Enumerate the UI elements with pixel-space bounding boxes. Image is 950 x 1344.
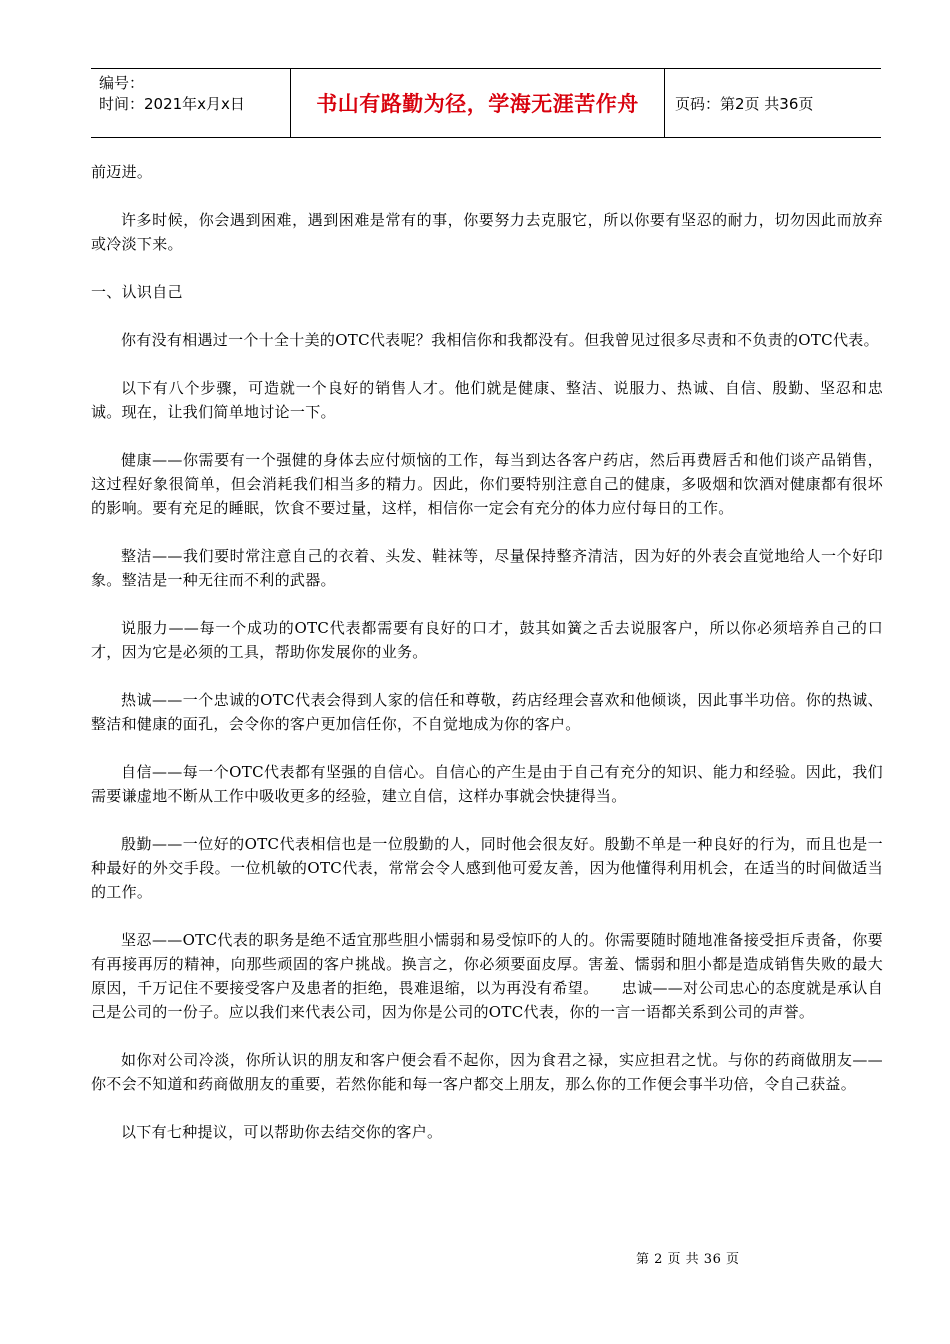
header-motto: 书山有路勤为径，学海无涯苦作舟: [291, 69, 665, 137]
paragraph: 如你对公司冷淡，你所认识的朋友和客户便会看不起你，因为食君之禄，实应担君之忧。与你的药商做朋友——你不会不知道和药商做朋友的重要，若然你能和每一客户都交上朋友，那么你的工作便会事半功倍，令自己获益。: [91, 1051, 883, 1093]
paragraph: 你有没有相遇过一个十全十美的OTC代表呢？我相信你和我都没有。但我曾见过很多尽责和不负责的OTC代表。: [121, 331, 879, 349]
paragraph: 说服力——每一个成功的OTC代表都需要有良好的口才，鼓其如簧之舌去说服客户，所以你必须培养自己的口才，因为它是必须的工具，帮助你发展你的业务。: [91, 619, 883, 661]
paragraph: 以下有七种提议，可以帮助你去结交你的客户。: [121, 1123, 443, 1141]
paragraph: 热诚——一个忠诚的OTC代表会得到人家的信任和尊敬，药店经理会喜欢和他倾谈，因此事半功倍。你的热诚、整洁和健康的面孔，会令你的客户更加信任你，不自觉地成为你的客户。: [91, 691, 883, 733]
document-body: [91, 160, 883, 1168]
paragraph: 以下有八个步骤，可造就一个良好的销售人才。他们就是健康、整洁、说服力、热诚、自信、殷勤、坚忍和忠诚。现在，让我们简单地讨论一下。: [91, 379, 883, 421]
paragraph: 许多时候，你会遇到困难，遇到困难是常有的事，你要努力去克服它，所以你要有坚忍的耐力，切勿因此而放弃或冷淡下来。: [91, 211, 883, 253]
paragraph: 前迈进。: [91, 163, 153, 181]
paragraph: 坚忍——OTC代表的职务是绝不适宜那些胆小懦弱和易受惊吓的人的。你需要随时随地准备接受拒斥责备，你要有再接再厉的精神，向那些顽固的客户挑战。换言之，你必须要面皮厚。害羞、懦弱和胆小都是造成销售失败的最大原因，千万记住不要接受客户及患者的拒绝，畏难退缩，以为再没有希望。 忠诚——对公司忠心的态度就是承认自己是公司的一份子。应以我们来代表公司，因为你是公司的OTC代表，你的一言一语都关系到公司的声誉。: [91, 931, 883, 1021]
document-number-label: 编号：: [99, 74, 145, 92]
section-heading: 一、认识自己: [91, 283, 183, 301]
header-page-label: 页码：第2页 共36页: [675, 94, 814, 113]
header-meta: [91, 69, 291, 137]
paragraph: 健康——你需要有一个强健的身体去应付烦恼的工作，每当到达各客户药店，然后再费唇舌和他们谈产品销售，这过程好象很简单，但会消耗我们相当多的精力。因此，你们要特别注意自己的健康，多吸烟和饮酒对健康都有很坏的影响。要有充足的睡眠，饮食不要过量，这样，相信你一定会有充分的体力应付每日的工作。: [91, 451, 883, 517]
paragraph: 自信——每一个OTC代表都有坚强的自信心。自信心的产生是由于自己有充分的知识、能力和经验。因此，我们需要谦虚地不断从工作中吸收更多的经验，建立自信，这样办事就会快捷得当。: [91, 763, 883, 805]
paragraph: 殷勤——一位好的OTC代表相信也是一位殷勤的人，同时他会很友好。殷勤不单是一种良好的行为，而且也是一种最好的外交手段。一位机敏的OTC代表，常常会令人感到他可爱友善，因为他懂得利用机会，在适当的时间做适当的工作。: [91, 835, 883, 901]
page-header: [91, 68, 881, 138]
document-time-label: 时间：2021年x月x日: [99, 95, 245, 113]
paragraph: 整洁——我们要时常注意自己的衣着、头发、鞋袜等，尽量保持整齐清洁，因为好的外表会直觉地给人一个好印象。整洁是一种无往而不利的武器。: [91, 547, 883, 589]
page-footer: 第 2 页 共 36 页: [636, 1252, 740, 1267]
